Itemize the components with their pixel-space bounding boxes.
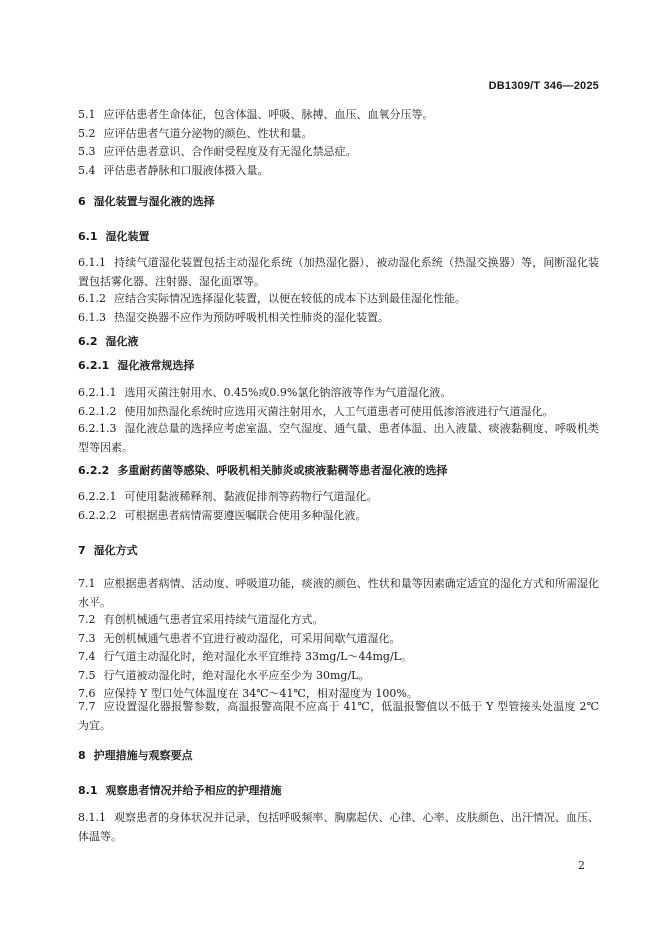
clause-8-1-1: 8.1.1 观察患者的身体状况并记录，包括呼吸频率、胸廓起伏、心律、心率、皮肤颜色、出汗情况、血压、体温等。 <box>78 811 599 843</box>
section-6-2-2-heading: 6.2.2 多重耐药菌等感染、呼吸机相关肺炎或痰液黏稠等患者湿化液的选择 <box>78 464 448 477</box>
clause-6-1-2: 6.1.2 应结合实际情况选择湿化装置，以便在较低的成本下达到最佳湿化性能。 <box>78 292 466 305</box>
clause-6-2-1-2: 6.2.1.2 使用加热湿化系统时应选用灭菌注射用水，人工气道患者可使用低渗溶液进行气道湿化。 <box>78 404 554 418</box>
section-6-2-1-heading: 6.2.1 湿化液常规选择 <box>78 359 195 372</box>
section-7-list <box>78 611 599 704</box>
section-6-1-heading: 6.1 湿化装置 <box>78 230 150 243</box>
clause-6-2-1-3: 6.2.1.3 湿化液总量的选择应考虑室温、空气湿度、通气量、患者体温、出入液量、痰液黏稠度、呼吸机类型等因素。 <box>78 422 599 454</box>
clause-6-2-2-1: 6.2.2.1 可使用黏液稀释剂、黏液促排剂等药物行气道湿化。 <box>78 490 378 503</box>
clause-7-1: 7.1 应根据患者病情、活动度、呼吸道功能，痰液的颜色、性状和量等因素确定适宜的湿化方式和所需湿化水平。 <box>78 577 599 609</box>
document-code: DB1309/T 346—2025 <box>488 80 599 92</box>
section-6-1-list <box>78 290 599 327</box>
clause-7-3: 7.3 无创机械通气患者不宜进行被动湿化，可采用间歇气道湿化。 <box>78 631 401 645</box>
clause-6-2-1-1: 6.2.1.1 选用灭菌注射用水、0.45%或0.9%氯化钠溶液等作为气道湿化液。 <box>78 386 452 399</box>
clause-7-2: 7.2 有创机械通气患者宜采用持续气道湿化方式。 <box>78 613 324 626</box>
section-5-list <box>78 106 599 180</box>
clause-5-1: 5.1 应评估患者生命体征，包含体温、呼吸、脉搏、血压、血氧分压等。 <box>78 108 434 121</box>
clause-6-2-2-2: 6.2.2.2 可根据患者病情需要遵医嘱联合使用多种湿化液。 <box>78 508 367 522</box>
clause-7-7: 7.7 应设置湿化器报警参数，高温报警高限不应高于 41℃，低温报警值以不低于 Y 型管接头处温度 2℃为宜。 <box>78 700 599 732</box>
page-number: 2 <box>578 859 585 872</box>
clause-6-1-3: 6.1.3 热湿交换器不应作为预防呼吸机相关性肺炎的湿化装置。 <box>78 310 389 324</box>
section-6-heading: 6 湿化装置与湿化液的选择 <box>78 195 215 208</box>
section-7-heading: 7 湿化方式 <box>78 544 138 557</box>
section-6-2-heading: 6.2 湿化液 <box>78 335 139 348</box>
section-8-heading: 8 护理措施与观察要点 <box>78 749 193 762</box>
section-6-2-1-list <box>78 384 599 421</box>
clause-7-4: 7.4 行气道主动湿化时，绝对湿化水平宜维持 33mg/L～44mg/L。 <box>78 650 412 663</box>
clause-7-5: 7.5 行气道被动湿化时，绝对湿化水平应至少为 30mg/L。 <box>78 668 370 682</box>
clause-5-4: 5.4 评估患者静脉和口服液体摄入量。 <box>78 163 269 177</box>
section-6-2-2-list <box>78 488 599 525</box>
section-8-1-heading: 8.1 观察患者情况并给予相应的护理措施 <box>78 784 282 797</box>
clause-6-1-1: 6.1.1 持续气道湿化装置包括主动湿化系统（加热湿化器）、被动湿化系统（热湿交换器）等，间断湿化装置包括雾化器、注射器、湿化面罩等。 <box>78 256 599 288</box>
clause-5-2: 5.2 应评估患者气道分泌物的颜色、性状和量。 <box>78 126 313 140</box>
clause-5-3: 5.3 应评估患者意识、合作耐受程度及有无湿化禁忌症。 <box>78 145 357 158</box>
clause-7-6: 7.6 应保持 Y 型口处气体温度在 34℃～41℃，相对湿度为 100%。 <box>78 687 418 700</box>
